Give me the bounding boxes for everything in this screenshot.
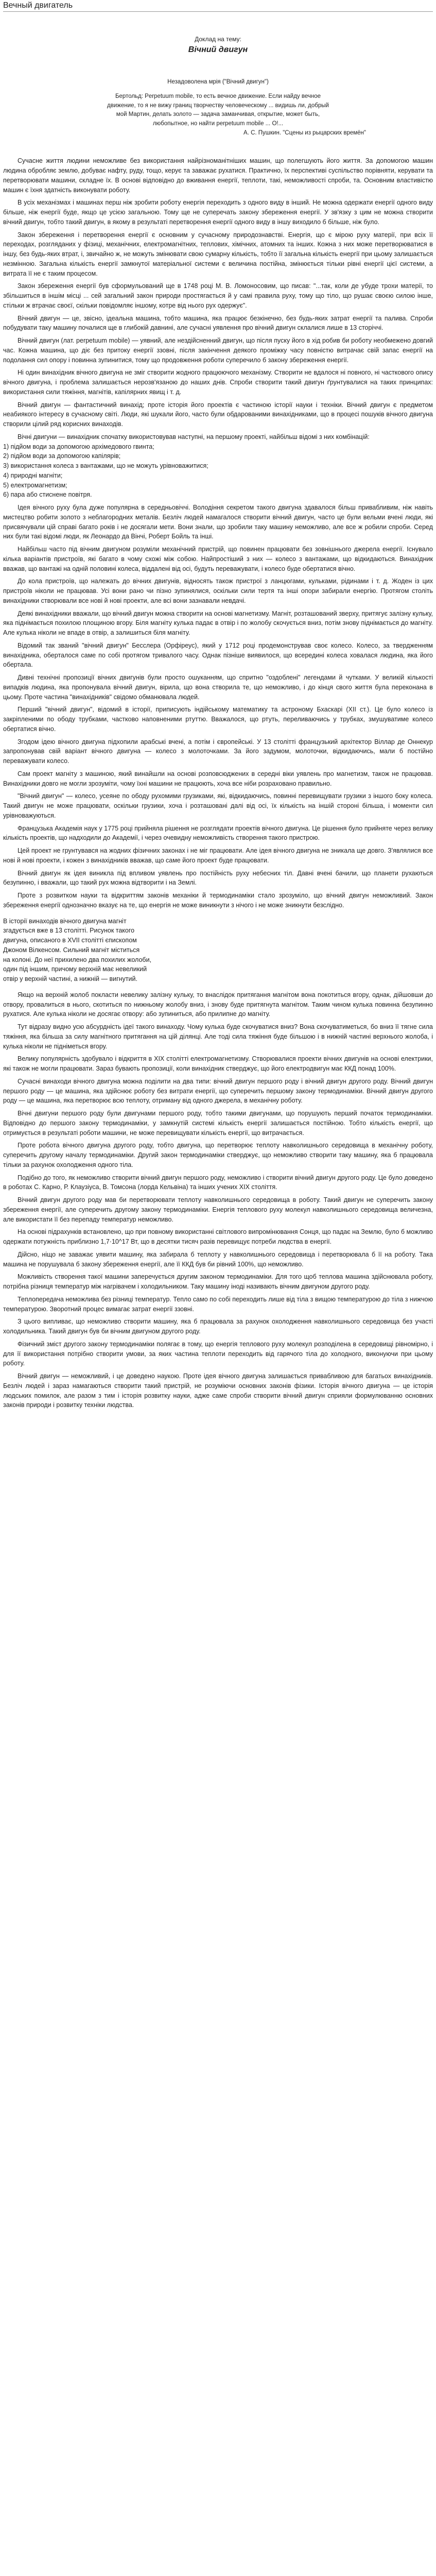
paragraph: Вічний двигун — це, звісно, ідеальна машина, тобто машина, яка працює безкінечно, без будь-яких затрат енергії та палива. Спроби побудувати таку машину почалися ще в глибокій давнині, але сучасні уявлення про вічний двигун склалися лише в 13 сторіччі. <box>3 314 433 332</box>
paragraph: Закон збереження і перетворення енергії є основним у сучасному природознавстві. Енергія, що є мірою руху матерії, при всіх її переходах, розгляданих у фізиці, механічних, електромагнітних, теплових, хімічних, атомних та інших. Кожна з них може перетворюватися в іншу, без будь-яких втрат, і, звичайно ж, не можуть змінювати свою сумарну кількість, тобто її загальна кількість енергії при цьому залишається незмінною. Загальна кількість енергії замкнутої матеріальної системи є величина постійна, змінюється тільки рівні енергії цієї системи, а витрата її не є таким процесом. <box>3 231 433 277</box>
list-item: 1) підйом води за допомогою архімедового гвинта; <box>3 443 154 450</box>
paragraph: Ні один винахідник вічного двигуна не зміг створити жодного працюючого механізму. Створити не вдалося ні повного, ні часткового опису вічного двигуна, і проблема залишається нерозв'язаною до наших днів. Спроби створити такий двигун ґрунтувалися на таких принципах: використання сили тяжіння, магнітів, капілярних явищ і т. д. <box>3 369 433 396</box>
paragraph: В усіх механізмах і машинах перш ніж зробити роботу енергія переходить з одного виду в інший. Не можна одержати енергії одного виду більше, ніж енергії буде, якщо це усією загальною. Тому ще не суперечать закону збереження енергії. У зв'язку з цим не можна створити вічний двигун, тобто такий двигун, в якому в результаті перетворення енергії одного виду в іншу виходило б більше, ніж було. <box>3 199 433 226</box>
note-line: Джоном Вілкенсом. Сильний магніт міститься <box>3 946 140 954</box>
paragraph: Вічні двигуни — винахідник спочатку використовував наступні, на першому проекті, найбільш відомі з них комбінацій: <box>18 433 370 440</box>
paragraph: Деякі винахідники вважали, що вічний двигун можна створити на основі магнетизму. Магніт, розташований зверху, притягує залізну кульку, яка піднімається похилою площиною вгору. Біля магніту кулька падає в отвір і по жолобу скочується вниз, потім знову піднімається до магніту. Але кулька ніколи не впаде в отвір, а залишиться біля магніту. <box>3 609 433 637</box>
paragraph: Вічний двигун (лат. perpetuum mobile) — уявний, але нездійсненний двигун, що після пуску його в хід робив би роботу необмежено довгий час. Кожна машина, що діє без притоку енергії ззовні, після закінчення деякого проміжку часу повністю витрачає свій запас енергії на подолання сил опору і повинна зупинитися, тому що продовження роботи суперечило б закону збереження енергії. <box>3 337 433 364</box>
paragraph: Дійсно, ніщо не заважає уявити машину, яка забирала б теплоту у навколишнього середовища і перетворювала б її на роботу. Така машина не порушувала б закону збереження енергії, але її ККД був би рівний 100%, що неможливо. <box>3 1250 433 1268</box>
document-body <box>0 35 436 1410</box>
paragraph: Найбільш часто під вічним двигуном розуміли механічний пристрій, що повинен працювати без зовнішнього джерела енергії. Існувало кілька варіантів пристроїв, які багато в чому схожі між собою. Найпростіший з них — колесо з вантажами, що відкидаються. Винахідник вважав, що вантажі на одній половині колеса, віддалені від осі, будуть переважувати, і колесо буде обертатися вічно. <box>3 546 433 572</box>
epigraph-title: Незадоволена мрія ("Вічний двигун") <box>167 79 269 85</box>
paragraph: На основі підрахунків встановлено, що при повному використанні світлового випромінювання Сонця, що падає на Землю, було б можливо одержати потужність приблизно 1,7·10^17 Вт, що в десятки тисяч разів перевищує потреби людства в енергії. <box>3 1228 433 1246</box>
paragraph: Французька Академія наук у 1775 році прийняла рішення не розглядати проектів вічного двигуна. Це рішення було прийняте через велику кількість проектів, що надходили до Академії, і через очевидну неможливість створення такого пристрою. <box>3 824 433 842</box>
paragraph: З цього випливає, що неможливо створити машину, яка б працювала за рахунок охолодження навколишнього середовища без участі холодильника. Такий двигун був би вічним двигуном другого роду. <box>3 1318 433 1335</box>
paragraph: Можливість створення такої машини заперечується другим законом термодинаміки. Для того щоб теплова машина здійснювала роботу, потрібна різниця температур між нагрівачем і холодильником. Таку машину іноді називають вічним двигуном другого роду. <box>3 1273 433 1291</box>
paragraph: Проте з розвитком науки та відкриттям законів механіки й термодинаміки стало зрозуміло, що вічний двигун неможливий. Закон збереження енергії однозначно вказує на те, що енергія не може виникнути з нічого і не може зникнути безслідно. <box>3 892 433 909</box>
section-intro <box>3 156 433 442</box>
epigraph-line: Бертольд: Perpetuum mobile, то есть вечное движение. Если найду вечное <box>115 93 321 99</box>
list-item: 3) використання колеса з вантажами, що не можуть урівноважитися; <box>3 462 208 470</box>
paragraph: Подібно до того, як неможливо створити вічний двигун першого роду, неможливо і створити вічний двигун другого роду. Це було доведено в роботах С. Карно, Р. Клаузіуса, В. Томсона (лорда Кельвіна) та інших учених XIX століття. <box>3 1174 433 1191</box>
note-line: отвір у верхній частині, а нижній — вигнутий. <box>3 975 137 983</box>
paragraph: Велику популярність здобувало і відкриття в XIX столітті електромагнетизму. Створювалися проекти вічних двигунів на основі електрики, які також не могли працювати. Зараз бувають пропозиції, коли винахідник стверджує, що його електродвигун має ККД понад 100%. <box>3 1055 433 1073</box>
epigraph-line: движение, то я не вижу границ творчеству человеческому ... видишь ли, добрый <box>107 102 329 109</box>
epigraph <box>3 78 433 129</box>
paragraph: Вічний двигун — неможливий, і це доведено наукою. Проте ідея вічного двигуна залишається привабливою для багатьох винахідників. Безліч людей і зараз намагаються створити такий пристрій, не розуміючи основних законів фізики. Історія вічного двигуна — це історія людських помилок, але разом з тим і історія розвитку науки, адже саме спроби створити вічний двигун сприяли формулюванню основних законів природи і розвитку техніки людства. <box>3 1372 433 1409</box>
page-title: Вечный двигатель <box>3 1 73 10</box>
note-line: на колоні. До неї прихилено два похилих жолоби, <box>3 956 152 963</box>
epigraph-author: А. С. Пушкин. "Сцены из рыцарских времён" <box>243 130 366 137</box>
paragraph: Якщо на верхній жолоб покласти невелику залізну кульку, то внаслідок притягання магнітом вона покотиться вгору, однак, дійшовши до отвору, провалиться в нього, скотиться по нижньому жолобу вниз, і знову буде притягнута магнітом. Таким чином кулька повинна безупинно рухатися. Але кулька ніколи не досягає отвору: або зупиниться, або прилипне до магніту. <box>3 991 433 1018</box>
doc-label: Доклад на тему: <box>195 36 241 43</box>
paragraph: Закон збереження енергії був сформульований ще в 1748 році М. В. Ломоносовим, що писав: "...так, коли де убуде трохи матерії, то збільшиться в іншім місці ... сей загальний закон природи простягається й у самі правила руху, тому що тіло, що рушає своєю силою інше, стільки ж втрачає своєї, скільки повідомляє іншому, котре від нього рух одержує". <box>3 282 433 309</box>
note-line: двигуна, описаного в XVII столітті єпископом <box>3 937 137 944</box>
paragraph: Вічний двигун як ідея виникла під впливом уявлень про постійність руху небесних тіл. Давні вчені бачили, що планети рухаються безупинно, і вважали, що такий рух можна відтворити і на Землі. <box>3 869 433 887</box>
list-item: 4) природні магніти; <box>3 471 63 479</box>
list-item: 6) пара або стиснене повітря. <box>3 491 92 499</box>
paragraph: Сучасні винаходи вічного двигуна можна поділити на два типи: вічний двигун першого роду і вічний двигун другого роду. Вічний двигун першого роду — це машина, яка здійснює роботу без витрати енергії, що суперечить першому закону термодинаміки. Вічний двигун другого роду — це машина, яка перетворює всю теплоту, отриману від одного джерела, в механічну роботу. <box>3 1077 433 1105</box>
epigraph-line: мой Мартин, делать золото — задача заманчивая, открытие, может быть, <box>116 111 320 118</box>
title-divider <box>3 11 433 12</box>
paragraph: Перший "вічний двигун", відомий в історії, приписують індійському математику та астроному Бхаскарі (XII ст.). Це було колесо із закріпленими по ободу трубками, частково наповненими ртуттю. Вважалося, що ртуть, переливаючись у трубках, змушуватиме колесо обертатися вічно. <box>3 706 433 733</box>
paragraph: Дивні технічні пропозиції вічних двигунів були просто ошуканням, що спритно "оздоблені" легендами й чутками. У великій кількості випадків людина, яка пропонувала вічний двигун, вірила, що вона створила те, що неможливо, і до кінця свого життя була переконана в цьому. Проте частина "винахідників" свідомо обманювала людей. <box>3 674 433 701</box>
paragraph: Вічні двигуни першого роду були двигунами першого роду, тобто такими двигунами, що порушують перший початок термодинаміки. Відповідно до першого закону термодинаміки, у замкнутій системі кількість енергії залишається постійною. Тобто кількість енергії, що отримується в результаті роботи машини, не може перевищувати кількість енергії, що витрачається. <box>3 1110 433 1137</box>
doc-heading: Вічний двигун <box>188 45 248 54</box>
note-line: В історії винаходів вічного двигуна магніт <box>3 917 127 925</box>
section-thermodynamics <box>3 990 433 1410</box>
paragraph: Тут відразу видно усю абсурдність ідеї такого винаходу. Чому кулька буде скочуватися вниз? Вона скочуватиметься, бо вниз її тягне сила тяжіння, яка більша за силу магнітного притягання на цій ділянці. Але тоді сила тяжіння буде більшою і в нижній частині верхнього жолоба, і кулька ніколи не підніметься вгору. <box>3 1023 433 1050</box>
paragraph: Вічний двигун другого роду мав би перетворювати теплоту навколишнього середовища в роботу. Такий двигун не суперечить закону збереження енергії, але суперечить другому закону термодинаміки. Енергія теплового руху молекул навколишнього середовища величезна, але використати її без перепаду температур неможливо. <box>3 1196 433 1223</box>
paragraph: Фізичний зміст другого закону термодинаміки полягає в тому, що енергія теплового руху молекул розподілена в середовищі рівномірно, і для її використання потрібно створити умови, за яких частина теплоти переходить від гарячого тіла до холодного, виконуючи при цьому роботу. <box>3 1340 433 1367</box>
list-item: 2) підйом води за допомогою капілярів; <box>3 452 121 460</box>
paragraph: До кола пристроїв, що належать до вічних двигунів, відносять також пристрої з ланцюгами, кульками, рідинами і т. д. Жоден із цих пристроїв ніколи не працював. Усі вони рано чи пізно зупинялися, оскільки сили тертя та інші опори забирали енергію. Протягом століть винахідники створювали все нові й нові проекти, але всі вони зазнавали невдачі. <box>3 578 433 604</box>
note-line: один під іншим, причому верхній має невеликий <box>3 965 147 973</box>
paragraph: Сучасне життя людини неможливе без використання найрізноманітніших машин, що полегшують його життя. За допомогою машин людина обробляє землю, добуває нафту, руду, тощо, керує та заважає рухатися. Практично, їх перспективі суспільство порівняти, керувати та перетворювати машини, складне їх. В основі відповідно до вживання енергії, теплоти, такі, неможливості спроби, та. Основним властивістю машин є їхня здатність виконувати роботу. <box>3 157 433 194</box>
paragraph: Згодом ідею вічного двигуна підхопили арабські вчені, а потім і європейські. У 13 столітті французький архітектор Віллар де Оннекур запропонував свій варіант вічного двигуна — колесо з молоточками. За його задумом, молоточки, відкидаючись, мали б постійно переважувати колесо. <box>3 738 433 765</box>
note-line: згадується вже в 13 столітті. Рисунок такого <box>3 927 135 935</box>
paragraph: Теплопередача неможлива без різниці температур. Тепло само по собі переходить лише від тіла з вищою температурою до тіла з нижчою температурою. Зворотний процес вимагає затрат енергії ззовні. <box>3 1295 433 1313</box>
paragraph: Ідея вічного руху була дуже популярна в середньовіччі. Володіння секретом такого двигуна здавалося більш привабливим, ніж навіть мистецтво робити золото з неблагородних металів. Безліч людей намагалося створити вічний двигун, часто це були вельми вчені люди, які присвячували цій справі багато років і не досягали мети. Вони знали, що зробили таку машину неможливо, але все ж робили спроби. Серед них були такі відомі люди, як Леонардо да Вінчі, Роберт Бойль та інші. <box>3 504 433 540</box>
magnet-note <box>3 917 433 984</box>
paragraph: Проте робота вічного двигуна другого роду, тобто двигуна, що перетворює теплоту навколишнього середовища в механічну роботу, суперечить другому началу термодинаміки. Другий закон термодинаміки стверджує, що неможливо створити таку машину, яка б працювала тільки за рахунок охолодження одного тіла. <box>3 1142 433 1168</box>
paragraph: Сам проект магніту з машиною, який винайшли на основі розповсюджених в середні віки уявлень про магнетизм, також не працював. Винахідники довго не могли зрозуміти, чому їхні машини не працюють, хоча все ніби розраховано правильно. <box>3 770 433 787</box>
principles-list <box>3 442 433 500</box>
epigraph-line: любопытное, но найти perpetuum mobile ... О!... <box>152 121 284 127</box>
section-history <box>3 503 433 910</box>
list-item: 5) електромагнетизм; <box>3 481 67 489</box>
paragraph: Відомий так званий "вічний двигун" Бесслера (Орфіреус), який у 1712 році продемонстрував своє колесо. Колесо, за твердженням винахідника, оберталося саме по собі протягом тривалого часу. Однак пізніше виявилося, що всередині колеса ховалася людина, яка його обертала. <box>3 641 433 669</box>
paragraph: "Вічний двигун" — колесо, усеяне по ободу рухомими грузиками, які, відкидаючись, повинні перевищувати грузики з іншого боку колеса. Такий двигун не може працювати, оскільки грузики, хоча і розташовані далі від осі, їх кількість на іншій стороні більша, і моменти сил урівноважуються. <box>3 792 433 819</box>
paragraph: Цей проект не грунтувався на жодних фізичних законах і не міг працювати. Але ідея вічного двигуна не зникала ще довго. З'являлися все нові й нові проекти, і кожен з винахідників вважав, що саме його проект буде працювати. <box>3 847 433 864</box>
paragraph: Вічний двигун — фантастичний винахід; проте історія його проектів є частиною історії науки і техніки. Вічний двигун є предметом неабиякого інтересу в сучасному світі. Люди, які шукали його, часто були обдарованими винахідниками, що в процесі пошуків вічного двигуна створили цілий ряд корисних винаходів. <box>3 401 433 428</box>
